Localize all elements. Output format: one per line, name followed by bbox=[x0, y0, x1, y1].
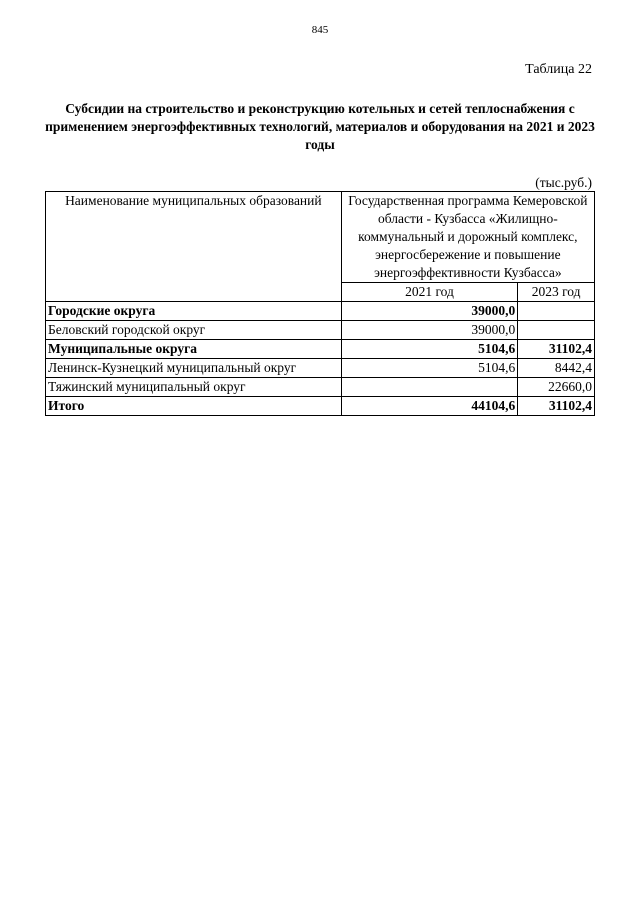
row-name: Беловский городской округ bbox=[46, 321, 342, 340]
header-year-2023: 2023 год bbox=[518, 283, 595, 302]
row-value-2023: 22660,0 bbox=[518, 378, 595, 397]
row-name: Муниципальные округа bbox=[46, 340, 342, 359]
table-row bbox=[46, 378, 595, 397]
row-value-2021: 39000,0 bbox=[341, 302, 518, 321]
table-row bbox=[46, 302, 595, 321]
header-program: Государственная программа Кемеровской области - Кузбасса «Жилищно-коммунальный и дорожный комплекс, энергосбережение и повышение энергоэффективности Кузбасса» bbox=[341, 192, 594, 283]
row-value-2021: 5104,6 bbox=[341, 340, 518, 359]
table-row bbox=[46, 321, 595, 340]
table-row-total bbox=[46, 397, 595, 416]
table-label: Таблица 22 bbox=[525, 62, 592, 77]
row-value-2021: 44104,6 bbox=[341, 397, 518, 416]
row-name: Итого bbox=[46, 397, 342, 416]
table-row bbox=[46, 359, 595, 378]
header-municipality: Наименование муниципальных образований bbox=[46, 192, 342, 302]
row-value-2023: 31102,4 bbox=[518, 397, 595, 416]
units-note: (тыс.руб.) bbox=[535, 175, 592, 190]
row-value-2021: 5104,6 bbox=[341, 359, 518, 378]
row-name: Городские округа bbox=[46, 302, 342, 321]
row-value-2023 bbox=[518, 302, 595, 321]
row-name: Ленинск-Кузнецкий муниципальный округ bbox=[46, 359, 342, 378]
header-year-2021: 2021 год bbox=[341, 283, 518, 302]
row-value-2023 bbox=[518, 321, 595, 340]
table-row bbox=[46, 340, 595, 359]
row-name: Тяжинский муниципальный округ bbox=[46, 378, 342, 397]
row-value-2023: 31102,4 bbox=[518, 340, 595, 359]
row-value-2021 bbox=[341, 378, 518, 397]
page-number: 845 bbox=[311, 24, 329, 36]
row-value-2023: 8442,4 bbox=[518, 359, 595, 378]
document-title: Субсидии на строительство и реконструкцию котельных и сетей теплоснабжения с применением энергоэффективных технологий, материалов и оборудования на 2021 и 2023 годы bbox=[45, 101, 595, 152]
row-value-2021: 39000,0 bbox=[341, 321, 518, 340]
subsidy-table bbox=[45, 191, 595, 416]
